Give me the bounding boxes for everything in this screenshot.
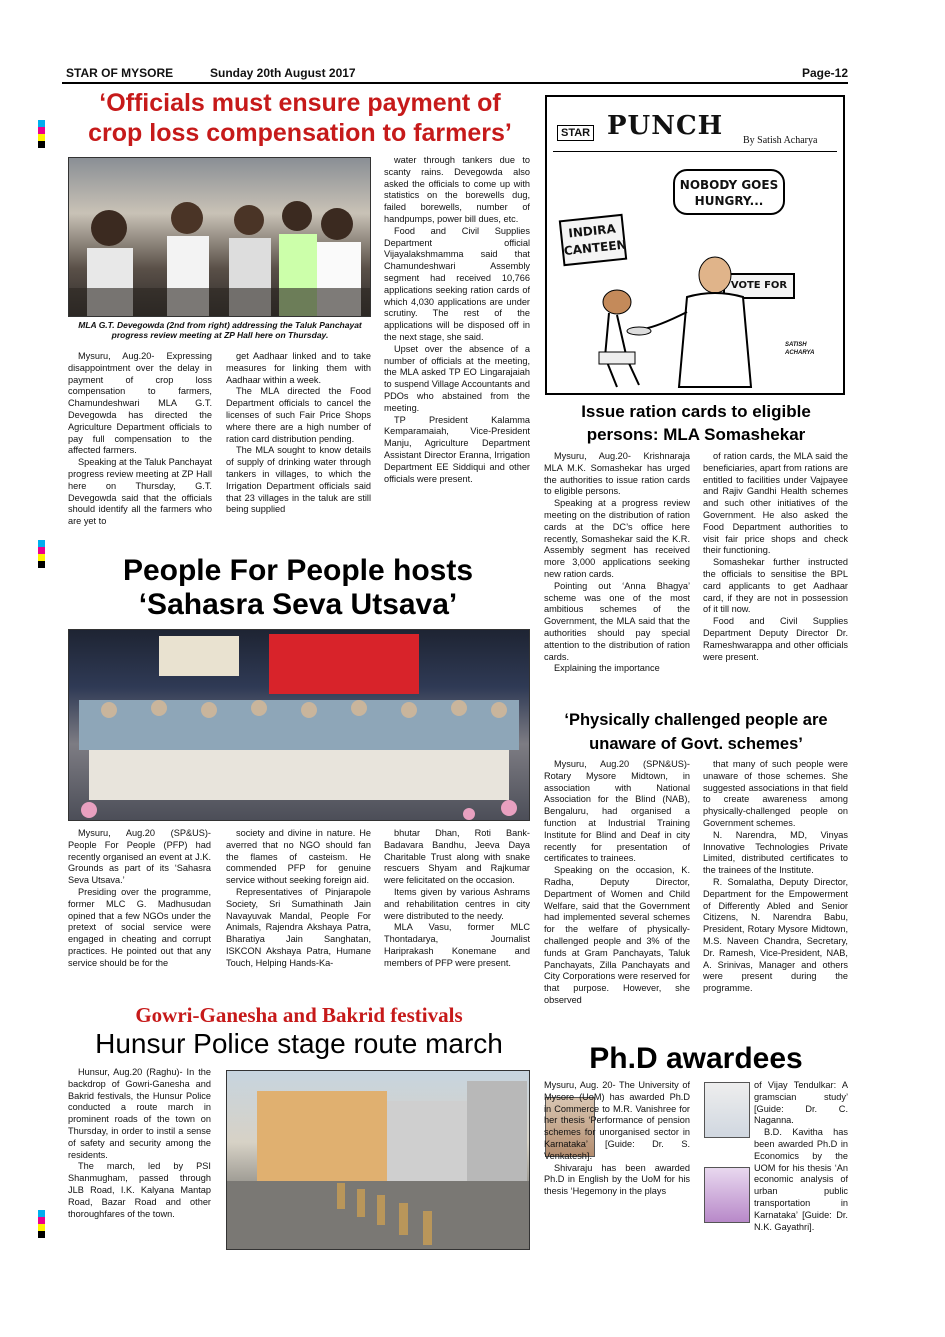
story4-paragraph: Speaking on the occasion, K. Radha, Deputy Director, Department of Women and Child Welfare, said that the Government had implemented several schemes for the welfare of physically-challenged people and 3% of the funds at Gram Panchayats, Taluk Panchayats, Zilla Panchayats and City Corporations were reserved for that purpose. However, she observed	[544, 865, 690, 1005]
story4-col1	[544, 759, 690, 1036]
story2-col1	[544, 451, 690, 701]
story2-paragraph: Speaking at a progress review meeting on the distribution of ration cards at the DC’s office here recently, Somashekar said the K.R. Assembly segment has received more 3,000 applications seeking new ration cards.	[544, 498, 690, 579]
story6-col2	[754, 1080, 848, 1252]
story1-paragraph: The MLA sought to know details of supply of drinking water through tankers in villages, to which the Irrigation Department officials said that 23 villages in the taluk are still being supplied	[226, 445, 371, 515]
story1-col3	[384, 155, 530, 547]
meeting-photo-graphic	[69, 158, 371, 317]
registration-marks	[38, 540, 45, 568]
story1-paragraph: Upset over the absence of a number of officials at the meeting, the MLA asked TP EO Lingarajaiah to suspend Village Accountants and PDOs who abstained from the meeting.	[384, 343, 530, 413]
story1-col1	[68, 351, 212, 547]
story2-col2	[703, 451, 848, 701]
story3-col2	[226, 828, 371, 996]
story1-paragraph: The MLA directed the Food Department officials to cancel the licenses of such Fair Price Shops where there are a high number of ration card distribution pending.	[226, 386, 371, 444]
story3-paragraph: Presiding over the programme, former MLC G. Madhusudan opined that a few NGOs under the pretext of social service were engaged in cheating and corrupt practices. He pointed out that any service should be for the	[68, 886, 211, 968]
story4-col2	[703, 759, 848, 1036]
cartoon-punch-label: PUNCH	[607, 111, 724, 141]
story3-paragraph: Representatives of Pinjarapole Society, Sri Sumathinath Jain Navayuvak Mandal, People For Animals, Rajendra Akshaya Patra, Bharatiya Jain Sanghatan, ISKCON Akshaya Patra, Humane Touch, Helping Hands-Ka-	[226, 886, 371, 968]
story2-paragraph: Explaining the importance	[554, 663, 660, 674]
awardee-photo-kavitha	[704, 1167, 750, 1223]
story4-paragraph: that many of such people were unaware of those schemes. She suggested associations in that field to create awareness among physically-challenged people on Government schemes.	[703, 759, 848, 828]
story1-paragraph: water through tankers due to scanty rains. Devegowda also asked the officials to come up with statistics on the borewells dug, failed borewells, number of handpumps, power bill dues, etc.	[384, 155, 530, 224]
page-number: Page-12	[801, 66, 848, 80]
story3-paragraph: bhutar Dhan, Roti Bank- Badavara Bandhu, Jeeva Daya Charitable Trust along with snake rescuers Shyam and Rajkumar were felicitated on the occasion.	[384, 828, 530, 886]
story6-paragraph: Shivaraju has been awarded Ph.D in English by the UoM for his thesis ‘Hegemony in the plays	[544, 1162, 690, 1197]
story4-paragraph: Mysuru, Aug.20 (SPN&US)- Rotary Mysore Midtown, in association with National Association for the Blind (NAB), Bengaluru, had organised a function at Industrial Training Institute for Blind and Deaf in city recently for presentation of certificates to trainees.	[544, 759, 690, 864]
story1-paragraph: get Aadhaar linked and to take measures for linking them with Aadhaar within a week.	[226, 351, 371, 385]
story5-paragraph: The march, led by PSI Shanmugham, passed through JLB Road, I.K. Kalyana Mantap Road, Bazar Road and other thoroughfares of the town.	[68, 1161, 211, 1219]
story2-paragraph: Mysuru, Aug.20- Krishnaraja MLA M.K. Somashekar has urged the authorities to issue ration cards to eligible persons.	[544, 451, 690, 497]
registration-marks	[38, 120, 45, 148]
story1-caption-line2: progress review meeting at ZP Hall here on Thursday.	[111, 330, 329, 340]
story2-paragraph: of ration cards, the MLA said the beneficiaries, apart from rations are entitled to facilities under Vajpayee and Rajiv Gandhi Health schemes and such other initiatives of the Government. He also asked the Food Department authorities to visit fair price shops and check their functioning.	[703, 451, 848, 556]
story2-headline-line1: Issue ration cards to eligible	[581, 402, 811, 421]
story1-headline	[64, 88, 536, 148]
story2-headline	[540, 400, 852, 446]
story3-paragraph: MLA Vasu, former MLC Thontadarya, Journalist Hariprakash Konemane and members of PFP were present.	[384, 922, 530, 968]
story2-headline-line2: persons: MLA Somashekar	[586, 425, 806, 444]
story5-kicker: Gowri-Ganesha and Bakrid festivals	[135, 1003, 463, 1027]
story1-caption-line1: MLA G.T. Devegowda (2nd from right) addressing the Taluk Panchayat	[78, 320, 362, 330]
route-march-graphic	[227, 1071, 530, 1250]
story6-paragraph: of Vijay Tendulkar: A gramscian study’ [Guide: Dr. C. Naganna.	[754, 1080, 848, 1126]
story1-paragraph: Speaking at the Taluk Panchayat progress review meeting at ZP Hall here on Thursday, G.T. Devegowda said that the officials should identify all the farmers who are yet to	[68, 457, 212, 527]
story3-paragraph: Mysuru, Aug.20 (SP&US)- People For People (PFP) had recently organised an event at J.K. Grounds as part of its ‘Sahasra Seva Utsava.’	[68, 828, 211, 886]
story5-photo	[226, 1070, 530, 1250]
cartoon-star-label: STAR	[557, 125, 594, 141]
story1-paragraph: Mysuru, Aug.20- Expressing disappointment over the delay in payment of crop loss compensation to farmers, Chamundeshwari MLA G.T. Devegowda has directed the Agriculture Department officials to pay full compensation to the affected farmers.	[68, 351, 212, 456]
cartoon-speech-bubble: NOBODY GOES HUNGRY...	[673, 169, 785, 215]
story3-paragraph: society and divine in nature. He averred that no NGO should fan the flames of casteism. He commended PFP for genuine service without seeking foreign aid.	[226, 828, 371, 886]
story2-paragraph: Pointing out ‘Anna Bhagya’ scheme was one of the most ambitious schemes of the Government, the MLA said that the authorities should pay special attention to the distribution of ration cards.	[544, 580, 690, 662]
story1-caption	[64, 320, 376, 340]
story1-paragraph: TP President Kalamma Kemparamaiah, Vice-President Manju, Agriculture Department Assistant Director Eranna, Irrigation Department EE Siddiqui and other officials were present.	[384, 414, 530, 484]
story6-headline: Ph.D awardees	[589, 1042, 803, 1075]
story2-paragraph: Food and Civil Supplies Department Deputy Director Dr. Rameshwarappa and other officials were present.	[703, 616, 848, 662]
story5-headline: Hunsur Police stage route march	[95, 1028, 503, 1059]
awardee-photo-shivaraju	[704, 1082, 750, 1138]
cartoon-vote-sign: VOTE FOR	[723, 273, 795, 299]
story3-photo	[68, 629, 530, 821]
story2-paragraph: Somashekar further instructed the officials to sensitise the BPL card applicants to get Aadhaar card, if they are not in possession of it till now.	[703, 557, 848, 615]
story1-headline-line1: ‘Officials must ensure payment of	[99, 89, 501, 117]
issue-date: Sunday 20th August 2017	[210, 66, 356, 80]
story4-headline	[540, 708, 852, 756]
story3-headline-line1: People For People hosts	[122, 554, 474, 587]
story3-headline-line2: ‘Sahasra Seva Utsava’	[138, 588, 458, 621]
story5-col1	[68, 1067, 211, 1252]
page-header	[62, 64, 848, 84]
cartoon-byline: By Satish Acharya	[743, 135, 818, 146]
paper-name: STAR OF MYSORE	[66, 66, 174, 80]
story4-paragraph: R. Somalatha, Deputy Director, Department for the Empowerment of Differently Abled and Senior Citizens, N. Narendra Babu, President, Rotary Mysore Midtown, M.S. Naveen Chandra, Secretary, Dr. Ramesh, Vice-President, NAB, A. Srinivas, Manager and others were present during the programme.	[703, 876, 848, 994]
group-photo-graphic	[69, 630, 530, 821]
story4-paragraph: N. Narendra, MD, Vinyas Innovative Technologies Private Limited, distributed certificates to the trainees of the Institute.	[703, 829, 848, 876]
story5-paragraph: Hunsur, Aug.20 (Raghu)- In the backdrop of Gowri-Ganesha and Bakrid festivals, the Hunsur Police conducted a route march in prominent roads of the town on Thursday, in order to instil a sense of safety and security among the residents.	[68, 1067, 211, 1160]
registration-marks	[38, 1210, 45, 1238]
story1-headline-line2: crop loss compensation to farmers’	[88, 119, 512, 147]
story6-paragraph: B.D. Kavitha has been awarded Ph.D in Economics by the UOM for his thesis ‘An economic analysis of urban public transportation in Karnataka’ [Guide: Dr. N.K. Gayathri].	[754, 1127, 848, 1232]
story4-headline-line1: ‘Physically challenged people are	[564, 711, 828, 729]
story3-col3	[384, 828, 530, 996]
story1-paragraph: Food and Civil Supplies Department official Vijayalakshmamma said that Chamundeshwari Assembly segment had received 10,766 applications seeking ration cards of which 4,030 applications are under scrutiny. The rest of the applications will be disposed off in the next stage, she said.	[384, 225, 530, 342]
story6-paragraph: Mysuru, Aug. 20- The University of Mysore (UoM) has awarded Ph.D in Commerce to M.R. Vanishree for her thesis ‘Performance of pension schemes for unorganised sector in Karnataka’ [Guide: Dr. S. Venkatesh].	[544, 1080, 690, 1161]
story3-col1	[68, 828, 211, 996]
story6-col1	[544, 1080, 690, 1252]
cartoon-signature: SATISH ACHARYA	[785, 342, 815, 356]
cartoon-canteen-sign: INDIRA CANTEEN	[559, 214, 627, 266]
story4-headline-line2: unaware of Govt. schemes’	[589, 735, 803, 753]
star-punch-cartoon	[545, 95, 845, 395]
story3-headline	[64, 554, 532, 622]
story1-photo	[68, 157, 371, 317]
story1-col2	[226, 351, 371, 547]
story3-paragraph: Items given by various Ashrams and rehabilitation centres in city were distributed to the needy.	[384, 886, 530, 921]
